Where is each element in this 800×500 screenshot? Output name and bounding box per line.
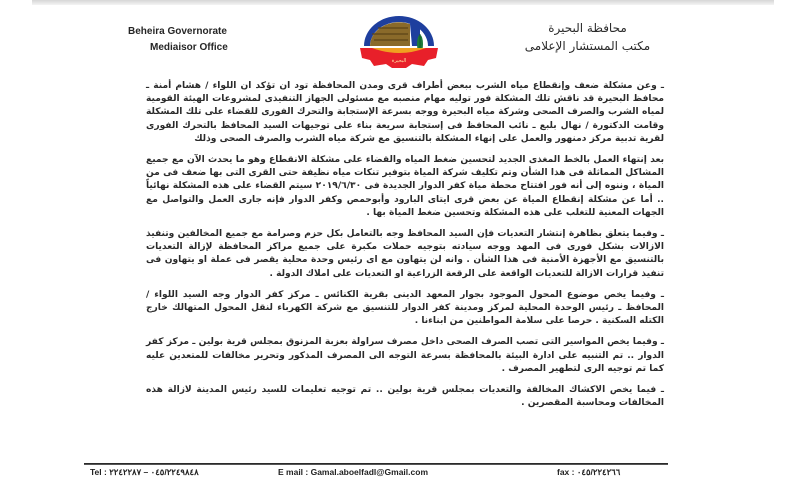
- paragraph-water-shortage: ـ وعن مشكلة ضعف وإنقطاع مياه الشرب ببعض أطراف قرى ومدن المحافظة تود ان تؤكد ان اللواء / هشام أمنة ـ محافظ البحيرة قد ناقش تلك المشكلة فور توليه مهام منصبه مع مسئولى الجهاز التنفيذى لمشروعات الهيئة القومية لمياه الشرب والصرف الصحى وشركة مياه البحيرة ووجه بسرعة الإستجابة والتحرك الفورى للقضاء على تلك المشكلة وقامت الدكتورة / نهال بلبع ـ نائب المحافظ فى إستجابة سريعة بناء على توجيهات السيد المحافظ بالتحرك الفورى لقرية تدبية مركز دمنهور والعمل على إنهاء المشكلة بالتنسيق مع شركة مياه الشرب والصرف الصحى وذلك: [146, 81, 664, 144]
- paragraph-transformer: ـ وفيما يخص موضوع المحول الموجود بجوار المعهد الدينى بقرية الكنائس ـ مركز كفر الدوار وجه السيد اللواء / المحافظ ـ رئيس الوحدة المحلية لمركز ومدينة كفر الدوار للتنسيق مع شركة الكهرباء لنقل المحول المتهالك خارج الكتله السكنية . حرصا على سلامة المواطنين من ابناءنا .: [146, 289, 664, 327]
- paragraph-feeder-line: بعد إنتهاء العمل بالخط المغذى الجديد لتحسين ضغط المياه والقضاء على مشكلة الانقطاع وهو ما يحدث الآن مع جميع المشاكل المماثلة فى هذا الشأن وتم تكليف شركة المياة بتوفير تنكات مياه نظيفة حتى القرى التى بها ضعف فى من المياة ، وننوه إلى أنه فور افتتاح محطة مياة كفر الدوار الجديدة فى ٢٠١٩/٦/٣٠ سيتم القضاء على هذه المشكلة نهائياً .. أما عن مشكلة إنقطاع المياة عن بعض قرى ايتاى البارود وأبوحمص وكفر الدوار فإنه جارى العمل والتواصل مع الجهات المعنية للتغلب على هذه المشكلة وتحسين ضغط المياة بها .: [146, 155, 664, 218]
- header-english: [128, 24, 228, 56]
- svg-text:البحيرة: البحيرة: [391, 58, 407, 64]
- footer-fax: fax : ٠٤٥/٢٢٤٢٦٦: [557, 467, 621, 477]
- header-english-line1: Beheira Governorate: [128, 26, 227, 37]
- paragraph-sewage-pipes: ـ وفيما يخص المواسير التى تصب الصرف الصحى داخل مصرف سراولة بعزبة المزنوق بمجلس قرية بولين ـ مركز كفر الدوار .. تم التنبيه على ادارة البيئة بالمحافظة بسرعة التوجه الى المصرف المذكور وتحرير مخالفات للمتعدين عليه كما تم توجيه الرى لتطهير المصرف .: [146, 337, 664, 374]
- document-body: [146, 80, 664, 418]
- footer: [90, 467, 670, 481]
- footer-telephone: Tel : ٠٤٥/٢٢٤٩٨٤٨ – ٢٢٤٢٢٨٧: [90, 467, 199, 477]
- governorate-emblem-icon: [350, 10, 448, 70]
- header-english-line2: Mediaisor Office: [150, 42, 228, 53]
- footer-divider: [84, 463, 668, 465]
- header-arabic: [505, 19, 670, 55]
- scan-top-edge: [32, 0, 774, 5]
- header-arabic-line2: مكتب المستشار الإعلامى: [524, 39, 651, 53]
- header-arabic-line1: محافظة البحيرة: [548, 21, 627, 35]
- footer-email: E mail : Gamal.aboelfadl@Gmail.com: [278, 467, 428, 477]
- paragraph-kiosks: ـ فيما يخص الاكشاك المخالفة والتعديات بمجلس قرية بولين .. تم توجيه تعليمات للسيد رئيس المدينة لازالة هذه المخالفات ومحاسبة المقصرين .: [146, 385, 664, 409]
- paragraph-encroachments: ـ وفيما يتعلق بظاهرة إنتشار التعديات فإن السيد المحافظ وجه بالتعامل بكل حزم وصرامة مع جميع المخالفين وتنفيذ الازالات بشكل فورى فى المهد ووجه سيادته بتوجيه حملات مكبرة على جميع مراكز المحافظة لإزالة التعديات بالتنسيق مع الأجهزة الأمنية فى هذا الشأن . وانه لن يتهاون مع اى رئيس وحدة محلية يقصر فى عملة او يتهاون فى تنفيذ قرارات الازالة للتعديات الواقعة على الرقعة الزراعية او التعديات على املاك الدولة .: [146, 229, 664, 279]
